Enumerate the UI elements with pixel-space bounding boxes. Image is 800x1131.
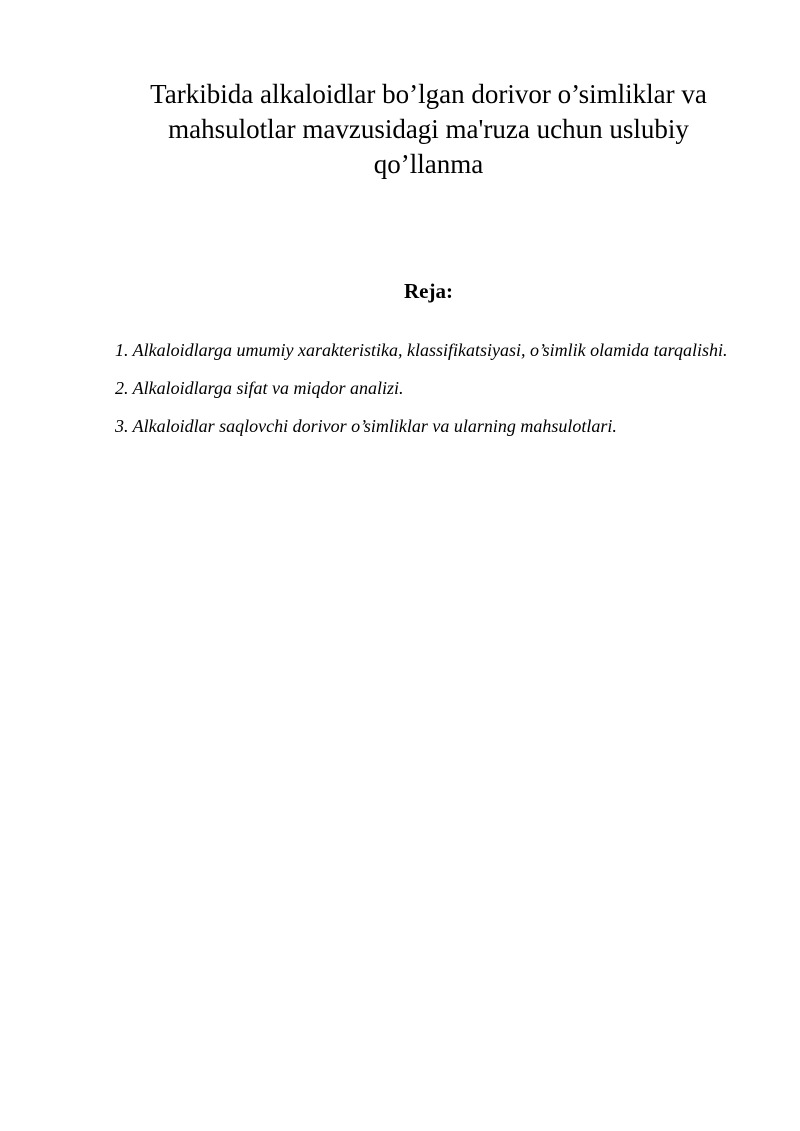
document-title: Tarkibida alkaloidlar bo’lgan dorivor o’simliklar va mahsulotlar mavzusidagi ma'ruza uchun uslubiy qo’llanma: [150, 79, 707, 179]
plan-item-2: 2. Alkaloidlarga sifat va miqdor analizi.: [115, 378, 404, 398]
plan-item-1: 1. Alkaloidlarga umumiy xarakteristika, klassifikatsiyasi, o’simlik olamida tarqalishi.: [115, 340, 728, 360]
plan-list: [115, 331, 742, 445]
plan-heading: Reja:: [404, 279, 453, 303]
plan-item-3: 3. Alkaloidlar saqlovchi dorivor o’simliklar va ularning mahsulotlari.: [115, 416, 617, 436]
